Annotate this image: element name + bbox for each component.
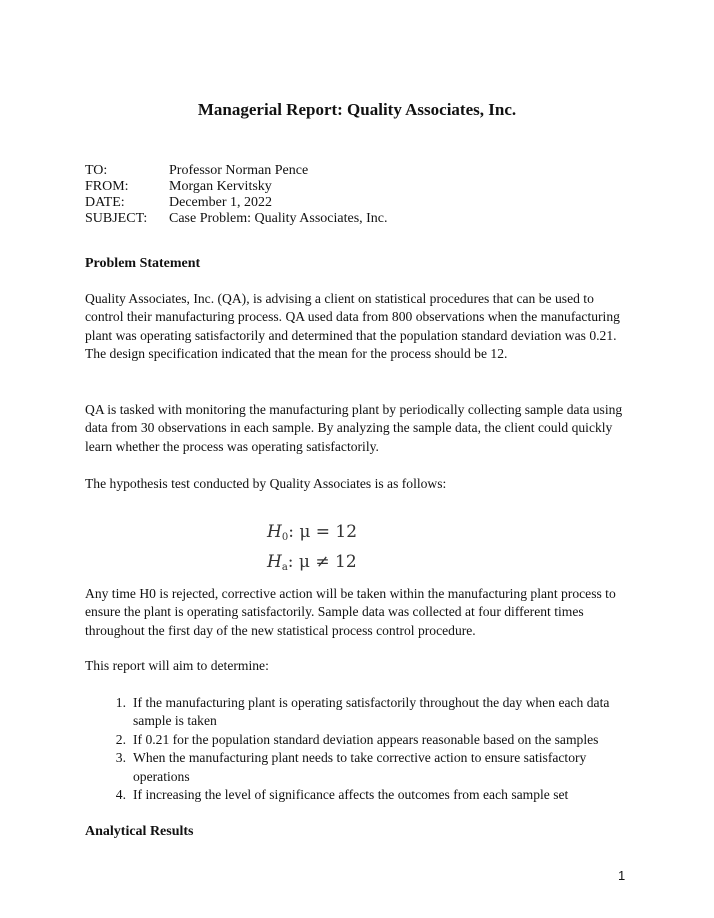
alternative-hypothesis [267,550,357,580]
hypothesis-variable: H [267,552,282,572]
paragraph-corrective-action: Any time H0 is rejected, corrective action will be taken within the manufacturing plant process to ensure the plant is operating satisfactorily. Sample data was collected at four different times throughout the first day of the new statistical process control procedure. [85,586,616,638]
hypothesis-equations [267,520,357,580]
problem-statement-heading: Problem Statement [85,256,201,271]
memo-header [85,163,388,227]
memo-subject-row [85,211,388,227]
list-item [85,786,630,804]
hypothesis-expression: : μ = 12 [288,522,358,542]
list-item [85,694,630,731]
memo-date-row [85,195,388,211]
report-title: Managerial Report: Quality Associates, Inc. [197,100,517,119]
analytical-results-heading: Analytical Results [85,824,194,839]
memo-to-row [85,163,388,179]
memo-label: SUBJECT: [85,211,148,226]
memo-label: FROM: [85,179,129,194]
list-number: 4. [115,787,126,803]
hypothesis-subscript: a [281,562,288,573]
null-hypothesis [267,520,357,550]
memo-value: Professor Norman Pence [169,163,309,178]
list-text: When the manufacturing plant needs to take corrective action to ensure satisfactory operations [133,750,587,784]
objectives-list [85,694,630,804]
list-item [85,731,630,749]
list-text: If the manufacturing plant is operating satisfactorily throughout the day when each data sample is taken [133,695,610,729]
list-number: 3. [115,750,126,766]
hypothesis-subscript: 0 [281,532,289,543]
memo-from-row [85,179,388,195]
page-number: 1 [618,868,626,883]
list-item [85,749,630,786]
memo-label: DATE: [85,195,125,210]
paragraph-monitoring: QA is tasked with monitoring the manufacturing plant by periodically collecting sample data using data from 30 observations in each sample. By analyzing the sample data, the client could quickly learn whether the process was operating satisfactorily. [85,402,623,454]
paragraph-hypothesis-intro: The hypothesis test conducted by Quality Associates is as follows: [85,476,447,491]
paragraph-intro: Quality Associates, Inc. (QA), is advising a client on statistical procedures that can be used to control their manufacturing process. QA used data from 800 observations when the manufacturing plant was operating satisfactorily and determined that the population standard deviation was 0.21. The design specification indicated that the mean for the process should be 12. [85,291,620,362]
memo-value: Morgan Kervitsky [169,179,272,194]
list-text: If 0.21 for the population standard deviation appears reasonable based on the samples [133,731,599,747]
list-number: 1. [115,695,126,710]
memo-label: TO: [85,163,108,178]
memo-value: December 1, 2022 [169,195,273,210]
memo-value: Case Problem: Quality Associates, Inc. [169,211,388,226]
hypothesis-expression: : μ ≠ 12 [287,552,357,572]
list-number: 2. [115,731,126,747]
hypothesis-variable: H [267,522,282,542]
list-text: If increasing the level of significance affects the outcomes from each sample set [133,787,569,803]
paragraph-report-aim: This report will aim to determine: [85,658,269,673]
